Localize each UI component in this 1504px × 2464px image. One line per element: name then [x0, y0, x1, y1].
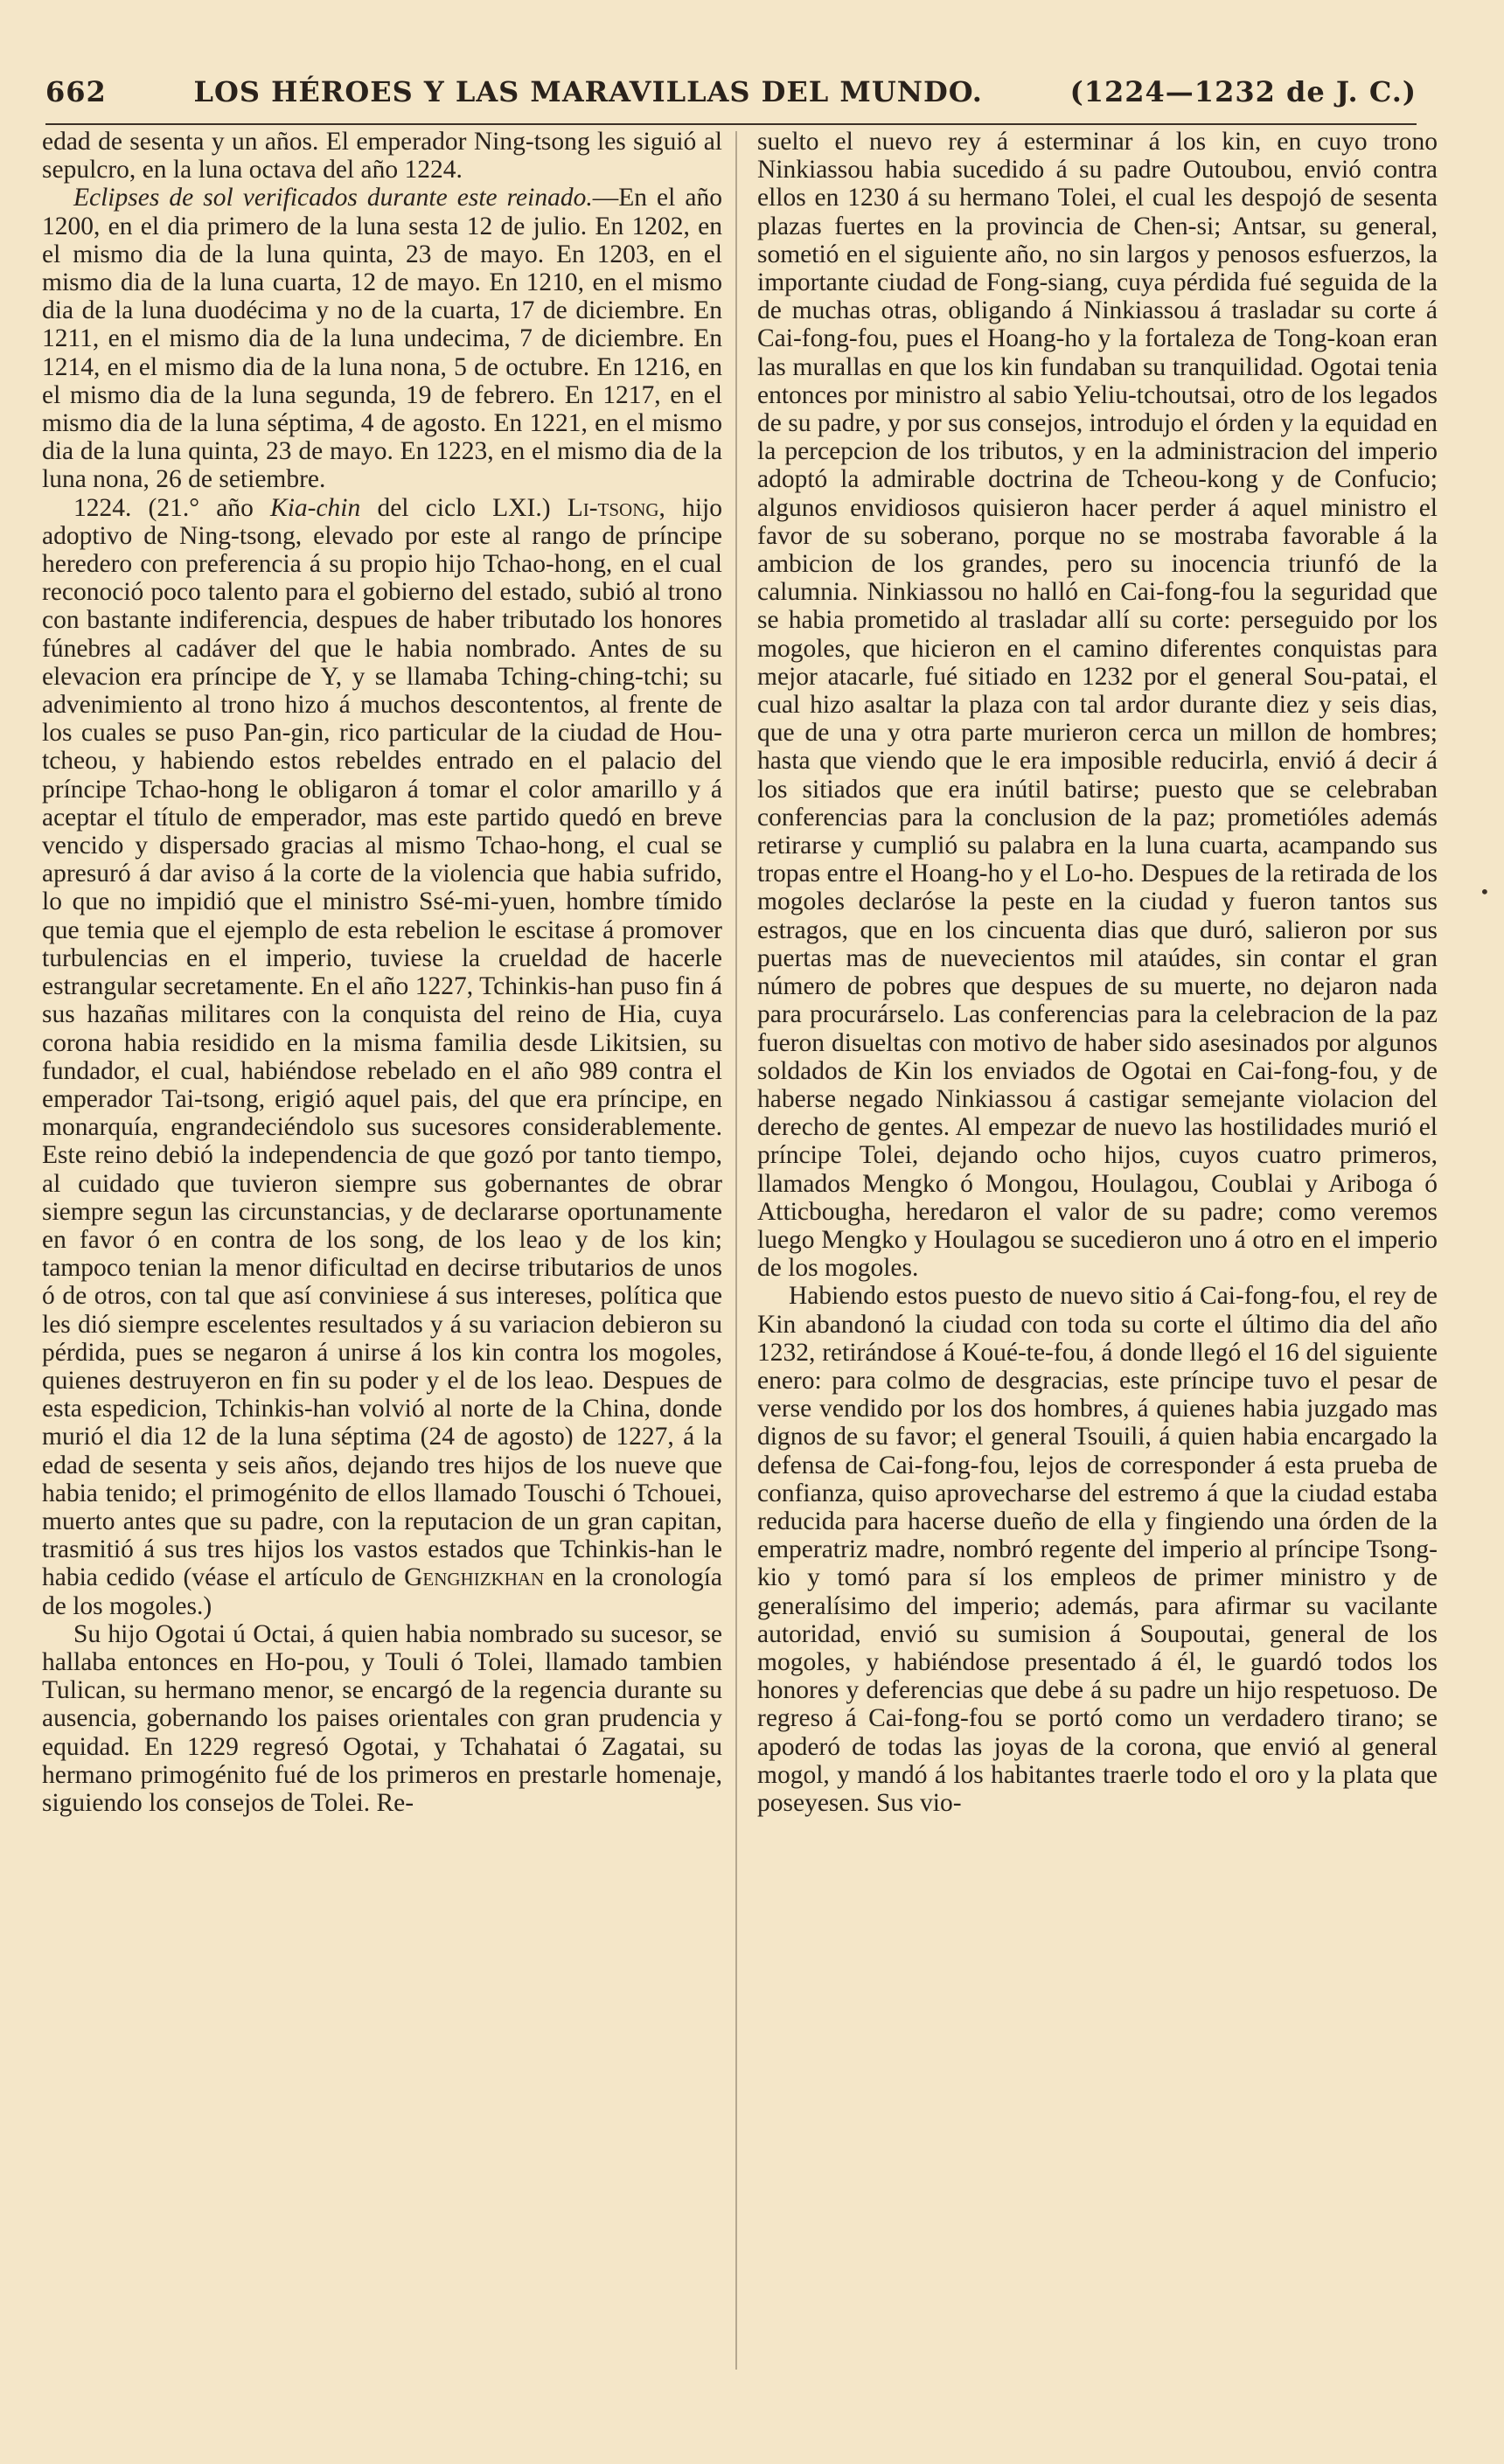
date-range: (1224—1232 de J. C.) [1069, 75, 1417, 108]
right-column [757, 128, 1438, 2377]
paragraph: suelto el nuevo rey á esterminar á los kin, en cuyo trono Ninkiassou habia sucedido á su padre Outoubou, envió contra ellos en 1230 á su hermano Tolei, el cual les despojó de sesenta plazas fuertes en la provincia de Chen-si; Antsar, su general, sometió en el siguiente año, no sin largos y penosos esfuerzos, la importante ciudad de Fong-siang, cuya pérdida fué seguida de la de muchas otras, obligando á Ninkiassou á trasladar su corte á Cai-fong-fou, pues el Hoang-ho y la fortaleza de Tong-koan eran las murallas en que los kin fundaban su tranquilidad. Ogotai tenia entonces por ministro al sabio Yeliu-tchoutsai, otro de los legados de su padre, y por sus consejos, introdujo el órden y la equidad en la percepcion de los tributos, y en la administracion del imperio adoptó la admirable doctrina de Tcheou-kong y de Confucio; algunos envidiosos quisieron hacer perder á aquel ministro el favor de su soberano, porque no se mostraba favorable á la ambicion de los grandes, pero su inocencia triunfó de la calumnia. Ninkiassou no halló en Cai-fong-fou la seguridad que se habia prometido al trasladar allí su corte: perseguido por los mogoles, que hicieron en el camino diferentes conquistas para mejor atacarle, fué sitiado en 1232 por el general Sou-patai, el cual hizo asaltar la plaza con tal ardor durante diez y seis dias, que de una y otra parte murieron cerca un millon de hombres; hasta que viendo que le era imposible reducirla, envió á decir á los sitiados que era inútil batirse; puesto que se celebraban conferencias para la conclusion de la paz; prometióles además retirarse y cumplió su palabra en la luna cuarta, acampando sus tropas entre el Hoang-ho y el Lo-ho. Despues de la retirada de los mogoles declaróse la peste en la ciudad y fueron tantos sus estragos, que en los cincuenta dias que duró, salieron por sus puertas mas de nuevecientos mil ataúdes, sin contar el gran número de pobres que despues de su muerte, no dejaron nada para procurárselo. Las conferencias para la celebracion de la paz fueron disueltas con motivo de haber sido asesinados por algunos soldados de Kin los enviados de Ogotai en Cai-fong-fou, y de haberse negado Ninkiassou á castigar semejante violacion del derecho de gentes. Al empezar de nuevo las hostilidades murió el príncipe Tolei, dejando ocho hijos, cuyos cuatro primeros, llamados Mengko ó Mongou, Houlagou, Coublai y Ariboga ó Atticbougha, heredaron el valor de su padre; como veremos luego Mengko y Houlagou se sucedieron uno á otro en el imperio de los mogoles. [757, 128, 1438, 1283]
column-divider [735, 131, 737, 2370]
cycle-name: Kia-chin [270, 493, 361, 522]
left-column [42, 128, 722, 2377]
header-rule [45, 123, 1417, 125]
paragraph: Su hijo Ogotai ú Octai, á quien habia nombrado su sucesor, se hallaba entonces en Ho-pou, y Touli ó Tolei, llamado tambien Tulican, su hermano menor, se encargó de la regencia durante su ausencia, gobernando los paises orientales con gran prudencia y equidad. En 1229 regresó Ogotai, y Tchahatai ó Zagatai, su hermano primogénito fué de los primeros en prestarle homenaje, siguiendo los consejos de Tolei. Re- [42, 1619, 722, 1817]
year-lead: 1224. (21.° año [73, 493, 271, 522]
paragraph-li-tsong [42, 494, 722, 1620]
page-header [45, 75, 1417, 121]
paragraph-tail: en la cronología de los mogoles.) [42, 1563, 722, 1620]
margin-mark: • [1480, 881, 1490, 902]
paragraph-text: hijo adoptivo de Ning-tsong, elevado por este al rango de príncipe heredero con preferencia á su propio hijo Tchao-hong, en el cual reconoció poco talento para el gobierno del estado, subió al trono con bastante indiferencia, despues de haber tributado los honores fúnebres al cadáver del que le habia nombrado. Antes de su elevacion era príncipe de Y, y se llamaba Tching-ching-tchi; su advenimiento al trono hizo á muchos descontentos, al frente de los cuales se puso Pan-gin, rico particular de la ciudad de Hou-tcheou, y habiendo estos rebeldes entrado en el palacio del príncipe Tchao-hong le obligaron á tomar el color amarillo y á aceptar el título de emperador, mas este partido quedó en breve vencido y dispersado gracias al mismo Tchao-hong, el cual se apresuró á dar aviso á la corte de la violencia que habia sufrido, lo que no impidió que el ministro Ssé-mi-yuen, hombre tímido que temia que el ejemplo de esta rebelion le escitase á promover turbulencias en el imperio, tuviese la crueldad de hacerle estrangular secretamente. En el año 1227, Tchinkis-han puso fin á sus hazañas militares con la conquista del reino de Hia, cuya corona habia residido en la misma familia desde Likitsien, su fundador, el cual, habiéndose rebelado en el año 989 contra el emperador Tai-tsong, erigió aquel pais, del que era príncipe, en monarquía, engrandeciéndolo sus sucesores considerablemente. Este reino debió la independencia de que gozó por tanto tiempo, al cuidado que tuvieron siempre sus gobernantes de obrar siempre segun las circunstancias, y de declararse oportunamente en favor ó en contra de los song, de los leao y de los kin; tampoco tenian la menor dificultad en decirse tributarios de unos ó de otros, con tal que así conviniese á sus intereses, política que les dió siempre escelentes resultados y á su variacion debieron su pérdida, pues se negaron á unirse á los kin contra los mogoles, quienes destruyeron en fin su poder y el de los leao. Despues de esta espedicion, Tchinkis-han volvió al norte de la China, donde murió el dia 12 de la luna séptima (24 de agosto) de 1227, á la edad de sesenta y seis años, dejando tres hijos de los nueve que habia tenido; el primogénito de ellos llamado Touschi ó Tchouei, muerto antes que su padre, con la reputacion de un gran capitan, trasmitió á sus tres hijos los vastos estados que Tchinkis-han le habia cedido (véase el artículo de [42, 493, 722, 1592]
cycle-text: del ciclo LXI.) [360, 493, 567, 522]
page-number: 662 [45, 75, 107, 108]
emperor-name: Li-tsong, [567, 493, 665, 522]
paragraph: edad de sesenta y un años. El emperador Ning-tsong les siguió al sepulcro, en la luna octava del año 1224. [42, 128, 722, 184]
section-heading: Eclipses de sol verificados durante este reinado. [73, 184, 593, 212]
paragraph: Habiendo estos puesto de nuevo sitio á Cai-fong-fou, el rey de Kin abandonó la ciudad con toda su corte el último dia del año 1232, retirándose á Koué-te-fou, á donde llegó el 16 del siguiente enero: para colmo de desgracias, este príncipe tuvo el pesar de verse vendido por los dos hombres, á quienes habia juzgado mas dignos de su favor; el general Tsouili, á quien habia encargado la defensa de Cai-fong-fou, lejos de corresponder á esta prueba de confianza, quiso aprovecharse del estremo á que la ciudad estaba reducida para hacerse dueño de ella y fingiendo una órden de la emperatriz madre, nombró regente del imperio al príncipe Tsong-kio y tomó para sí los empleos de primer ministro y de generalísimo del imperio; además, para afirmar su vacilante autoridad, envió su sumision á Soupoutai, general de los mogoles, y habiéndose presentado á él, le guardó todos los honores y deferencias que debe á su padre un hijo respetuoso. De regreso á Cai-fong-fou se portó como un verdadero tirano; se apoderó de todas las joyas de la corona, que envió al general mogol, y mandó á los habitantes traerle todo el oro y la plata que poseyesen. Sus vio- [757, 1282, 1438, 1817]
paragraph-eclipses [42, 184, 722, 493]
cross-reference: Genghizkhan [404, 1563, 545, 1592]
running-title: LOS HÉROES Y LAS MARAVILLAS DEL MUNDO. [193, 75, 983, 108]
paragraph-text: —En el año 1200, en el dia primero de la luna sesta 12 de julio. En 1202, en el mismo dia de la luna quinta, 23 de mayo. En 1203, en el mismo dia de la luna cuarta, 12 de mayo. En 1210, en el mismo dia de la luna duodécima y no de la cuarta, 17 de diciembre. En 1211, en el mismo dia de la luna undecima, 7 de diciembre. En 1214, en el mismo dia de la luna nona, 5 de octubre. En 1216, en el mismo dia de la luna segunda, 19 de febrero. En 1217, en el mismo dia de la luna séptima, 4 de agosto. En 1221, en el mismo dia de la luna quinta, 23 de mayo. En 1223, en el mismo dia de la luna nona, 26 de setiembre. [42, 184, 722, 494]
